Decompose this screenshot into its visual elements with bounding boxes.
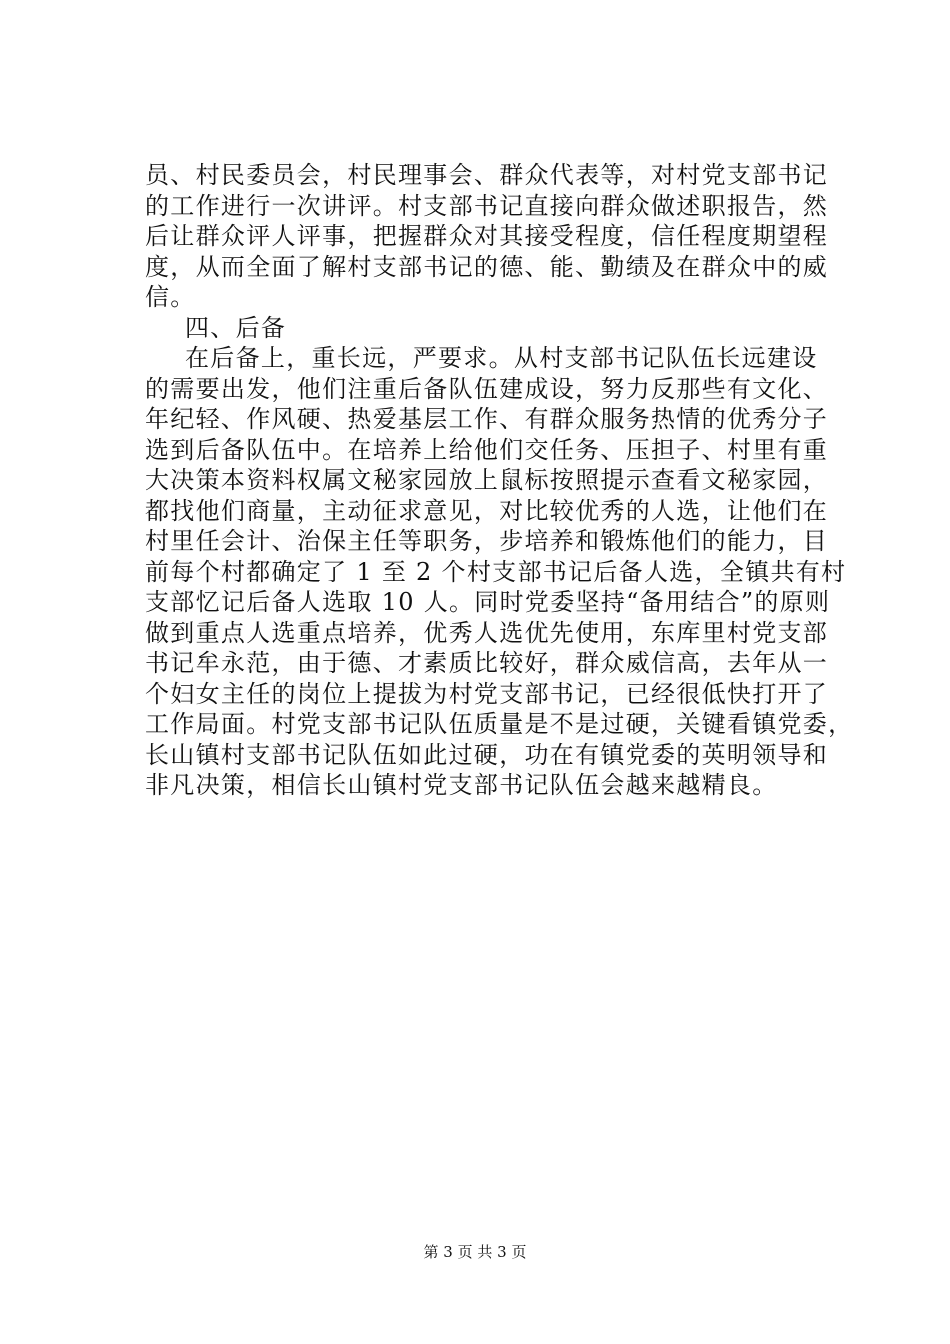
text-line: 都找他们商量，主动征求意见，对比较优秀的人选，让他们在 [145, 496, 829, 525]
text-line: 做到重点人选重点培养，优秀人选优先使用，东库里村党支部 [145, 618, 829, 647]
text-line: 选到后备队伍中。在培养上给他们交任务、压担子、村里有重 [145, 435, 829, 464]
text-line: 员、村民委员会，村民理事会、群众代表等，对村党支部书记 [145, 161, 829, 189]
text-line: 长山镇村支部书记队伍如此过硬，功在有镇党委的英明领导和 [145, 740, 829, 769]
text-line: 非凡决策，相信长山镇村党支部书记队伍会越来越精良。 [145, 771, 778, 799]
section-heading: 四、后备 [185, 313, 287, 342]
text-line: 支部忆记后备人选取 10 人。同时党委坚持“备用结合”的原则 [145, 588, 831, 616]
text-line: 在后备上，重长远，严要求。从村支部书记队伍长远建设 [185, 344, 818, 372]
text-line: 后让群众评人评事，把握群众对其接受程度，信任程度期望程 [145, 222, 829, 250]
text-line: 工作局面。村党支部书记队伍质量是不是过硬，关键看镇党委， [145, 710, 854, 738]
text-line: 前每个村都确定了 1 至 2 个村支部书记后备人选，全镇共有村 [145, 557, 847, 586]
text-line: 度，从而全面了解村支部书记的德、能、勤绩及在群众中的威 [145, 252, 829, 281]
text-line: 个妇女主任的岗位上提拔为村党支部书记，已经很低快打开了 [145, 679, 829, 708]
text-line: 大决策本资料权属文秘家园放上鼠标按照提示查看文秘家园， [145, 466, 829, 494]
page-number-footer: 第 3 页 共 3 页 [423, 1243, 527, 1261]
text-line: 信。 [145, 283, 196, 311]
text-line: 年纪轻、作风硬、热爱基层工作、有群众服务热情的优秀分子 [145, 405, 829, 433]
text-line: 的需要出发，他们注重后备队伍建成设，努力反那些有文化、 [145, 374, 829, 403]
text-line: 的工作进行一次讲评。村支部书记直接向群众做述职报告，然 [145, 191, 829, 220]
text-line: 村里任会计、治保主任等职务，步培养和锻炼他们的能力，目 [145, 527, 829, 555]
document-body [145, 160, 854, 801]
text-line: 书记牟永范，由于德、才素质比较好，群众威信高，去年从一 [145, 649, 829, 677]
